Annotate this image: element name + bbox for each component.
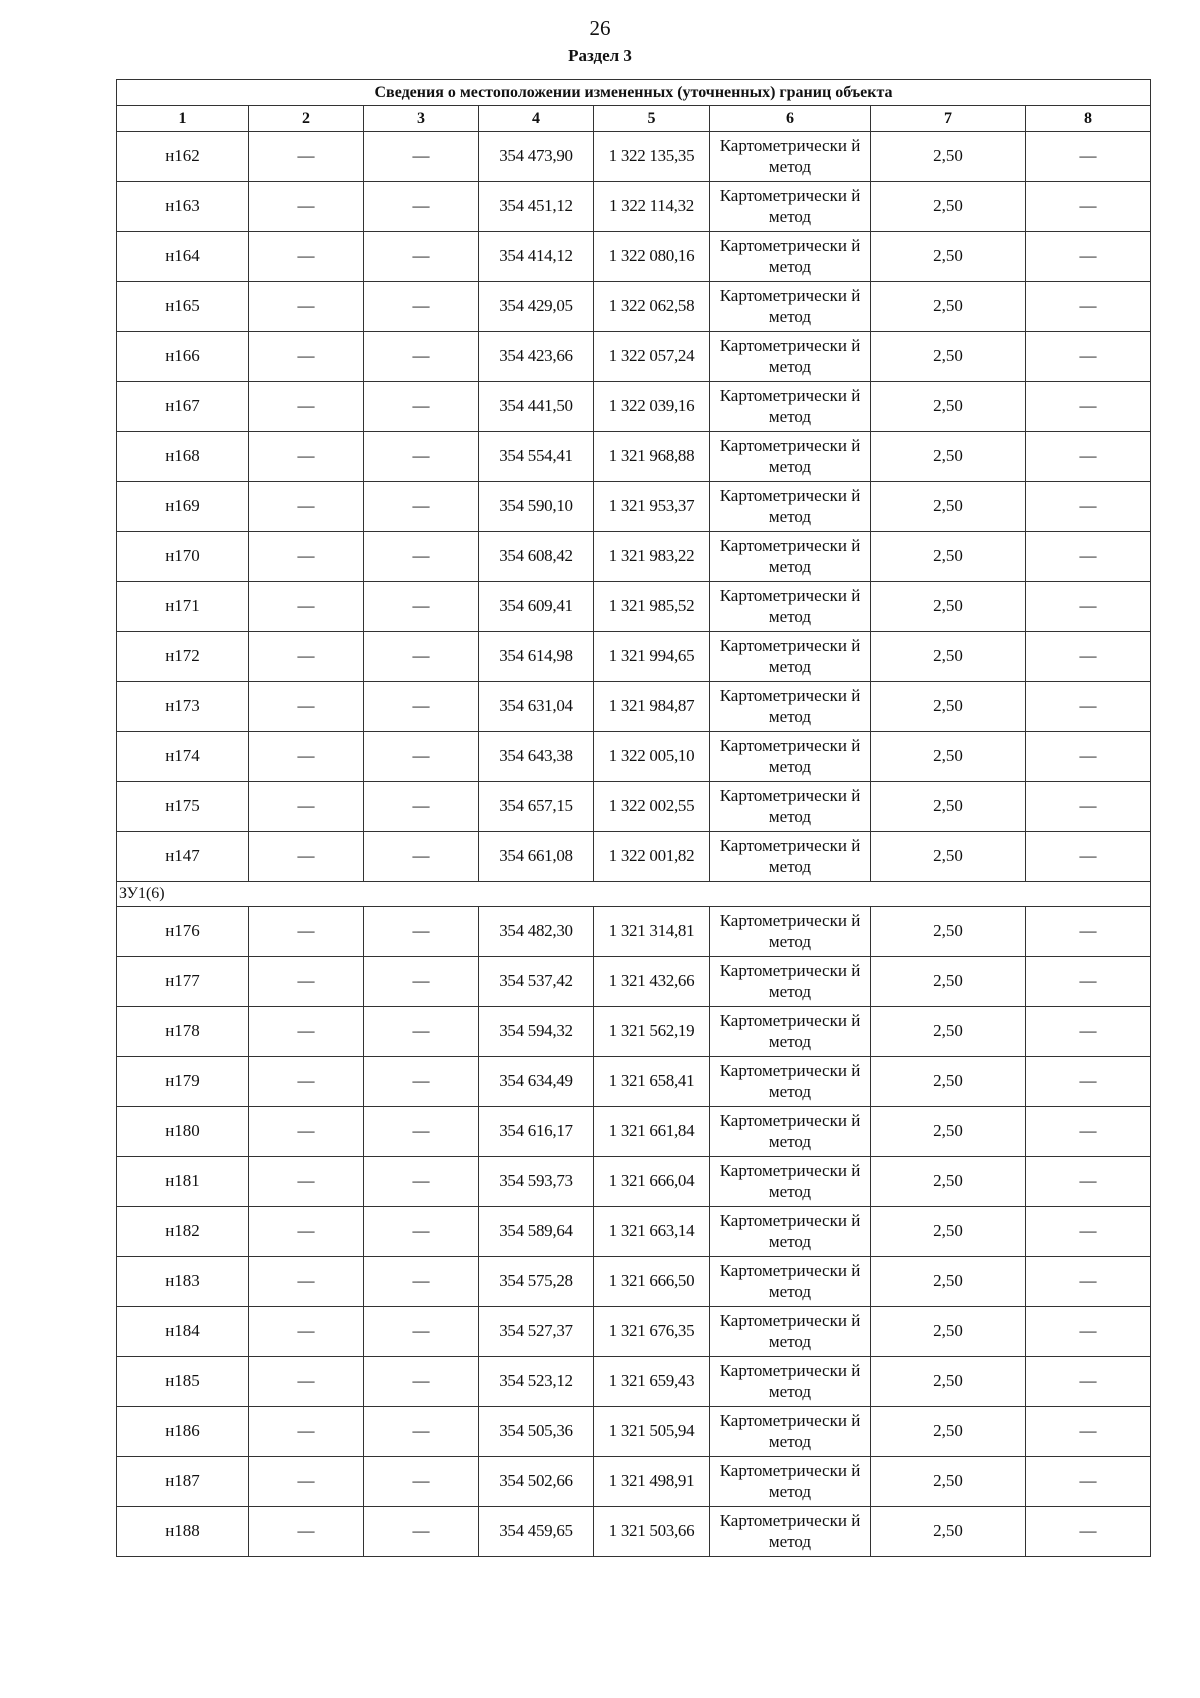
method: Картометрически й метод	[710, 632, 871, 682]
point-id: н177	[117, 957, 249, 1007]
coord-y: 1 321 505,94	[594, 1407, 710, 1457]
col2-value: —	[249, 1407, 364, 1457]
point-id: н179	[117, 1057, 249, 1107]
coord-x: 354 634,49	[479, 1057, 594, 1107]
point-id: н171	[117, 582, 249, 632]
table-row	[117, 1157, 1151, 1207]
method: Картометрически й метод	[710, 782, 871, 832]
method: Картометрически й метод	[710, 1057, 871, 1107]
accuracy: 2,50	[871, 907, 1026, 957]
accuracy: 2,50	[871, 1107, 1026, 1157]
coord-y: 1 322 135,35	[594, 132, 710, 182]
method: Картометрически й метод	[710, 382, 871, 432]
accuracy: 2,50	[871, 1507, 1026, 1557]
method: Картометрически й метод	[710, 1307, 871, 1357]
accuracy: 2,50	[871, 832, 1026, 882]
column-header: 4	[479, 106, 594, 132]
coord-y: 1 321 666,50	[594, 1257, 710, 1307]
col2-value: —	[249, 1257, 364, 1307]
method: Картометрически й метод	[710, 232, 871, 282]
col3-value: —	[364, 957, 479, 1007]
col3-value: —	[364, 332, 479, 382]
coord-x: 354 441,50	[479, 382, 594, 432]
accuracy: 2,50	[871, 1007, 1026, 1057]
col2-value: —	[249, 1107, 364, 1157]
column-header: 6	[710, 106, 871, 132]
col8-value: —	[1026, 182, 1151, 232]
coord-x: 354 631,04	[479, 682, 594, 732]
col2-value: —	[249, 182, 364, 232]
accuracy: 2,50	[871, 582, 1026, 632]
method: Картометрически й метод	[710, 182, 871, 232]
coord-x: 354 537,42	[479, 957, 594, 1007]
col2-value: —	[249, 432, 364, 482]
coord-x: 354 575,28	[479, 1257, 594, 1307]
coord-y: 1 321 658,41	[594, 1057, 710, 1107]
accuracy: 2,50	[871, 432, 1026, 482]
accuracy: 2,50	[871, 957, 1026, 1007]
method: Картометрически й метод	[710, 1507, 871, 1557]
coord-x: 354 594,32	[479, 1007, 594, 1057]
method: Картометрически й метод	[710, 482, 871, 532]
coord-y: 1 322 039,16	[594, 382, 710, 432]
method: Картометрически й метод	[710, 1257, 871, 1307]
point-id: н185	[117, 1357, 249, 1407]
col8-value: —	[1026, 382, 1151, 432]
method: Картометрически й метод	[710, 1207, 871, 1257]
table-row	[117, 182, 1151, 232]
point-id: н173	[117, 682, 249, 732]
section-title: Раздел 3	[568, 46, 632, 65]
group-row	[117, 882, 1151, 907]
point-id: н168	[117, 432, 249, 482]
accuracy: 2,50	[871, 732, 1026, 782]
accuracy: 2,50	[871, 1357, 1026, 1407]
col8-value: —	[1026, 1107, 1151, 1157]
coord-y: 1 321 953,37	[594, 482, 710, 532]
point-id: н166	[117, 332, 249, 382]
accuracy: 2,50	[871, 1057, 1026, 1107]
col3-value: —	[364, 1257, 479, 1307]
coord-x: 354 505,36	[479, 1407, 594, 1457]
col8-value: —	[1026, 432, 1151, 482]
table-row	[117, 1407, 1151, 1457]
table-row	[117, 1057, 1151, 1107]
coord-y: 1 321 659,43	[594, 1357, 710, 1407]
col8-value: —	[1026, 957, 1151, 1007]
col2-value: —	[249, 1157, 364, 1207]
coord-x: 354 643,38	[479, 732, 594, 782]
accuracy: 2,50	[871, 532, 1026, 582]
col3-value: —	[364, 482, 479, 532]
coord-y: 1 321 676,35	[594, 1307, 710, 1357]
col8-value: —	[1026, 632, 1151, 682]
table-row	[117, 632, 1151, 682]
col3-value: —	[364, 1107, 479, 1157]
coord-x: 354 523,12	[479, 1357, 594, 1407]
col8-value: —	[1026, 1007, 1151, 1057]
col3-value: —	[364, 532, 479, 582]
table-row	[117, 532, 1151, 582]
coord-x: 354 527,37	[479, 1307, 594, 1357]
col2-value: —	[249, 1207, 364, 1257]
table-row	[117, 1007, 1151, 1057]
coord-y: 1 322 114,32	[594, 182, 710, 232]
coord-x: 354 608,42	[479, 532, 594, 582]
col8-value: —	[1026, 1357, 1151, 1407]
column-header: 8	[1026, 106, 1151, 132]
table-row	[117, 1107, 1151, 1157]
method: Картометрически й метод	[710, 1407, 871, 1457]
col3-value: —	[364, 1407, 479, 1457]
coord-y: 1 321 666,04	[594, 1157, 710, 1207]
coord-y: 1 321 562,19	[594, 1007, 710, 1057]
point-id: н188	[117, 1507, 249, 1557]
point-id: н183	[117, 1257, 249, 1307]
col8-value: —	[1026, 532, 1151, 582]
coordinates-table	[116, 79, 1151, 1557]
col3-value: —	[364, 1157, 479, 1207]
table-body	[117, 80, 1151, 1557]
coord-y: 1 321 985,52	[594, 582, 710, 632]
coord-x: 354 609,41	[479, 582, 594, 632]
table-caption-row	[117, 80, 1151, 106]
col3-value: —	[364, 382, 479, 432]
col8-value: —	[1026, 232, 1151, 282]
point-id: н170	[117, 532, 249, 582]
col3-value: —	[364, 732, 479, 782]
coord-x: 354 616,17	[479, 1107, 594, 1157]
table-row	[117, 1507, 1151, 1557]
table-row	[117, 1457, 1151, 1507]
coord-x: 354 502,66	[479, 1457, 594, 1507]
point-id: н184	[117, 1307, 249, 1357]
col8-value: —	[1026, 782, 1151, 832]
point-id: н162	[117, 132, 249, 182]
point-id: н187	[117, 1457, 249, 1507]
col8-value: —	[1026, 1307, 1151, 1357]
table-row	[117, 682, 1151, 732]
table-row	[117, 1207, 1151, 1257]
method: Картометрически й метод	[710, 582, 871, 632]
coord-y: 1 321 661,84	[594, 1107, 710, 1157]
table-row	[117, 282, 1151, 332]
coord-y: 1 321 984,87	[594, 682, 710, 732]
accuracy: 2,50	[871, 1157, 1026, 1207]
point-id: н180	[117, 1107, 249, 1157]
accuracy: 2,50	[871, 1207, 1026, 1257]
coord-y: 1 322 080,16	[594, 232, 710, 282]
col8-value: —	[1026, 682, 1151, 732]
col2-value: —	[249, 382, 364, 432]
accuracy: 2,50	[871, 382, 1026, 432]
col3-value: —	[364, 182, 479, 232]
point-id: н186	[117, 1407, 249, 1457]
point-id: н164	[117, 232, 249, 282]
col2-value: —	[249, 1307, 364, 1357]
col2-value: —	[249, 832, 364, 882]
col3-value: —	[364, 1457, 479, 1507]
col3-value: —	[364, 782, 479, 832]
method: Картометрически й метод	[710, 682, 871, 732]
table-row	[117, 582, 1151, 632]
column-header: 1	[117, 106, 249, 132]
coord-x: 354 661,08	[479, 832, 594, 882]
coord-x: 354 593,73	[479, 1157, 594, 1207]
accuracy: 2,50	[871, 1407, 1026, 1457]
col3-value: —	[364, 282, 479, 332]
col8-value: —	[1026, 1257, 1151, 1307]
point-id: н163	[117, 182, 249, 232]
coord-y: 1 321 314,81	[594, 907, 710, 957]
col2-value: —	[249, 957, 364, 1007]
col2-value: —	[249, 1007, 364, 1057]
col2-value: —	[249, 1057, 364, 1107]
table-row	[117, 782, 1151, 832]
coord-y: 1 321 498,91	[594, 1457, 710, 1507]
col2-value: —	[249, 632, 364, 682]
method: Картометрически й метод	[710, 532, 871, 582]
point-id: н174	[117, 732, 249, 782]
col3-value: —	[364, 1357, 479, 1407]
col3-value: —	[364, 1207, 479, 1257]
method: Картометрически й метод	[710, 907, 871, 957]
table-row	[117, 382, 1151, 432]
table-row	[117, 832, 1151, 882]
col3-value: —	[364, 132, 479, 182]
col3-value: —	[364, 1307, 479, 1357]
accuracy: 2,50	[871, 232, 1026, 282]
col8-value: —	[1026, 1457, 1151, 1507]
accuracy: 2,50	[871, 1307, 1026, 1357]
coord-x: 354 657,15	[479, 782, 594, 832]
table-row	[117, 1307, 1151, 1357]
col2-value: —	[249, 532, 364, 582]
coord-x: 354 451,12	[479, 182, 594, 232]
accuracy: 2,50	[871, 1257, 1026, 1307]
table-row	[117, 432, 1151, 482]
table-row	[117, 1357, 1151, 1407]
coord-x: 354 423,66	[479, 332, 594, 382]
coord-y: 1 321 663,14	[594, 1207, 710, 1257]
point-id: н178	[117, 1007, 249, 1057]
col3-value: —	[364, 1507, 479, 1557]
point-id: н182	[117, 1207, 249, 1257]
accuracy: 2,50	[871, 782, 1026, 832]
col2-value: —	[249, 1357, 364, 1407]
col2-value: —	[249, 282, 364, 332]
table-row	[117, 332, 1151, 382]
col8-value: —	[1026, 1507, 1151, 1557]
col3-value: —	[364, 1007, 479, 1057]
method: Картометрически й метод	[710, 332, 871, 382]
method: Картометрически й метод	[710, 432, 871, 482]
coord-y: 1 321 983,22	[594, 532, 710, 582]
accuracy: 2,50	[871, 282, 1026, 332]
point-id: н165	[117, 282, 249, 332]
table-row	[117, 132, 1151, 182]
point-id: н147	[117, 832, 249, 882]
col3-value: —	[364, 907, 479, 957]
accuracy: 2,50	[871, 1457, 1026, 1507]
coord-x: 354 554,41	[479, 432, 594, 482]
coord-y: 1 321 968,88	[594, 432, 710, 482]
column-header: 3	[364, 106, 479, 132]
accuracy: 2,50	[871, 182, 1026, 232]
coord-x: 354 459,65	[479, 1507, 594, 1557]
col2-value: —	[249, 232, 364, 282]
point-id: н169	[117, 482, 249, 532]
col8-value: —	[1026, 582, 1151, 632]
col8-value: —	[1026, 482, 1151, 532]
col8-value: —	[1026, 1407, 1151, 1457]
col8-value: —	[1026, 332, 1151, 382]
method: Картометрически й метод	[710, 132, 871, 182]
method: Картометрически й метод	[710, 732, 871, 782]
table-row	[117, 732, 1151, 782]
col2-value: —	[249, 732, 364, 782]
coord-x: 354 614,98	[479, 632, 594, 682]
col3-value: —	[364, 432, 479, 482]
point-id: н175	[117, 782, 249, 832]
table-row	[117, 1257, 1151, 1307]
coord-x: 354 473,90	[479, 132, 594, 182]
coord-y: 1 322 057,24	[594, 332, 710, 382]
method: Картометрически й метод	[710, 1457, 871, 1507]
col8-value: —	[1026, 132, 1151, 182]
coord-y: 1 322 005,10	[594, 732, 710, 782]
col2-value: —	[249, 782, 364, 832]
column-header-row	[117, 106, 1151, 132]
col2-value: —	[249, 1457, 364, 1507]
group-label: ЗУ1(6)	[117, 882, 1151, 907]
coord-y: 1 321 994,65	[594, 632, 710, 682]
col3-value: —	[364, 632, 479, 682]
col8-value: —	[1026, 832, 1151, 882]
coord-x: 354 482,30	[479, 907, 594, 957]
coord-x: 354 589,64	[479, 1207, 594, 1257]
col3-value: —	[364, 682, 479, 732]
point-id: н176	[117, 907, 249, 957]
point-id: н181	[117, 1157, 249, 1207]
method: Картометрически й метод	[710, 1157, 871, 1207]
col8-value: —	[1026, 907, 1151, 957]
method: Картометрически й метод	[710, 1007, 871, 1057]
col8-value: —	[1026, 1157, 1151, 1207]
table-row	[117, 232, 1151, 282]
col2-value: —	[249, 582, 364, 632]
accuracy: 2,50	[871, 482, 1026, 532]
coord-x: 354 414,12	[479, 232, 594, 282]
coord-y: 1 322 062,58	[594, 282, 710, 332]
col8-value: —	[1026, 1207, 1151, 1257]
coord-y: 1 322 002,55	[594, 782, 710, 832]
coord-y: 1 322 001,82	[594, 832, 710, 882]
page-number: 26	[589, 16, 611, 40]
col3-value: —	[364, 1057, 479, 1107]
column-header: 2	[249, 106, 364, 132]
accuracy: 2,50	[871, 632, 1026, 682]
method: Картометрически й метод	[710, 282, 871, 332]
column-header: 5	[594, 106, 710, 132]
coord-y: 1 321 503,66	[594, 1507, 710, 1557]
col2-value: —	[249, 907, 364, 957]
column-header: 7	[871, 106, 1026, 132]
table-row	[117, 907, 1151, 957]
accuracy: 2,50	[871, 682, 1026, 732]
point-id: н172	[117, 632, 249, 682]
col2-value: —	[249, 682, 364, 732]
method: Картометрически й метод	[710, 1357, 871, 1407]
method: Картометрически й метод	[710, 1107, 871, 1157]
method: Картометрически й метод	[710, 832, 871, 882]
col3-value: —	[364, 582, 479, 632]
table-caption: Сведения о местоположении измененных (уточненных) границ объекта	[117, 80, 1151, 106]
col8-value: —	[1026, 1057, 1151, 1107]
col8-value: —	[1026, 732, 1151, 782]
method: Картометрически й метод	[710, 957, 871, 1007]
table-row	[117, 482, 1151, 532]
point-id: н167	[117, 382, 249, 432]
col2-value: —	[249, 132, 364, 182]
col3-value: —	[364, 232, 479, 282]
coord-x: 354 429,05	[479, 282, 594, 332]
coord-x: 354 590,10	[479, 482, 594, 532]
accuracy: 2,50	[871, 332, 1026, 382]
col8-value: —	[1026, 282, 1151, 332]
table-row	[117, 957, 1151, 1007]
col2-value: —	[249, 332, 364, 382]
col2-value: —	[249, 482, 364, 532]
col3-value: —	[364, 832, 479, 882]
col2-value: —	[249, 1507, 364, 1557]
accuracy: 2,50	[871, 132, 1026, 182]
coord-y: 1 321 432,66	[594, 957, 710, 1007]
